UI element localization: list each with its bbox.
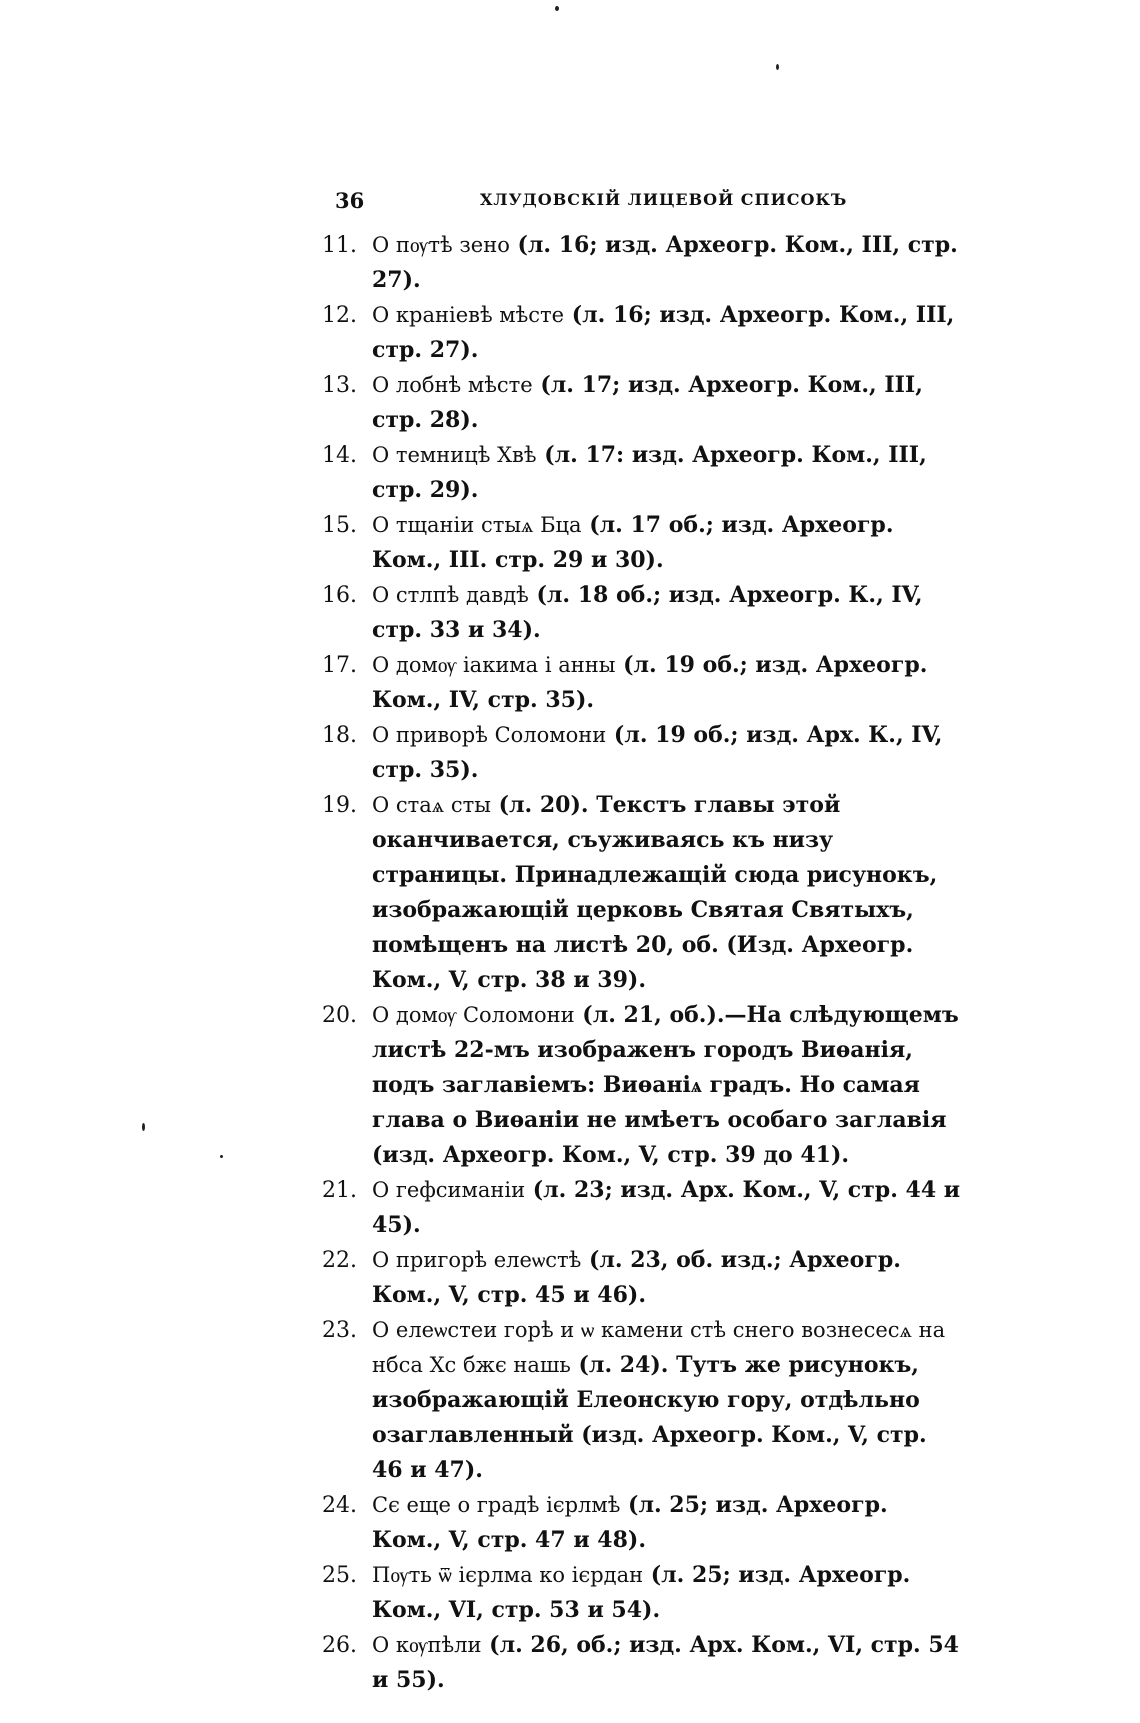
entry-number: 20. bbox=[322, 1003, 357, 1028]
list-item bbox=[322, 788, 962, 998]
entry-number: 19. bbox=[322, 793, 357, 818]
list-item bbox=[322, 998, 962, 1173]
entry-reference: (л. 23, об. изд.; Археогр. Ком., V, стр. 45 и 46). bbox=[372, 1247, 901, 1308]
entry-reference: (л. 17: изд. Археогр. Ком., III, стр. 29). bbox=[372, 442, 927, 503]
chapter-list bbox=[322, 228, 962, 1698]
entry-title: О темницѣ Хвѣ bbox=[372, 443, 537, 467]
list-item bbox=[322, 368, 962, 438]
page-header bbox=[335, 188, 955, 218]
entry-number: 16. bbox=[322, 583, 357, 608]
list-item bbox=[322, 298, 962, 368]
entry-number: 15. bbox=[322, 513, 357, 538]
entry-reference: (л. 25; изд. Археогр. Ком., V, стр. 47 и 48). bbox=[372, 1492, 888, 1553]
list-item bbox=[322, 228, 962, 298]
list-item bbox=[322, 1243, 962, 1313]
entry-title: О стаѧ сты bbox=[372, 793, 491, 817]
entry-number: 23. bbox=[322, 1318, 357, 1343]
list-item bbox=[322, 1628, 962, 1698]
ink-speck bbox=[776, 64, 779, 70]
entry-number: 12. bbox=[322, 303, 357, 328]
entry-number: 11. bbox=[322, 233, 357, 258]
ink-speck bbox=[142, 1123, 145, 1131]
entry-title: О елеѡстеи горѣ и ѡ камени стѣ снего вознесесѧ на нбса Хс бжє нашь bbox=[372, 1318, 946, 1377]
entry-title: Пѹть ѿ ієрлма ко ієрдан bbox=[372, 1563, 644, 1587]
entry-title: О краніевѣ мѣсте bbox=[372, 303, 565, 327]
entry-reference: (л. 17; изд. Археогр. Ком., III, стр. 28). bbox=[372, 372, 923, 433]
entry-title: О кѹпѣли bbox=[372, 1633, 482, 1657]
list-item bbox=[322, 648, 962, 718]
entry-number: 22. bbox=[322, 1248, 357, 1273]
entry-reference: (л. 16; изд. Археогр. Ком., III, стр. 27). bbox=[372, 302, 955, 363]
entry-reference: (л. 21, об.).—На слѣдующемъ листѣ 22-мъ изображенъ городъ Виѳанія, подъ заглавіемъ: Виѳаніѧ градъ. Но самая глава о Виѳаніи не имѣетъ особаго заглавія (изд. Археогр. Ком., V, стр. 39 до 41). bbox=[372, 1002, 959, 1168]
list-item bbox=[322, 1488, 962, 1558]
entry-reference: (л. 19 об.; изд. Археогр. Ком., IV, стр. 35). bbox=[372, 652, 928, 713]
ink-speck bbox=[220, 1155, 223, 1158]
entry-number: 17. bbox=[322, 653, 357, 678]
entry-title: О гефсиманіи bbox=[372, 1178, 526, 1202]
list-item bbox=[322, 578, 962, 648]
entry-reference: (л. 20). Текстъ главы этой оканчивается, съуживаясь къ низу страницы. Принадлежащій сюда рисунокъ, изображающій церковь Святая Святыхъ, помѣщенъ на листѣ 20, об. (Изд. Археогр. Ком., V, стр. 38 и 39). bbox=[372, 792, 938, 993]
entry-title: О пригорѣ елеѡстѣ bbox=[372, 1248, 582, 1272]
entry-number: 14. bbox=[322, 443, 357, 468]
ink-speck bbox=[555, 6, 559, 11]
entry-number: 24. bbox=[322, 1493, 357, 1518]
entry-title: О приворѣ Соломони bbox=[372, 723, 607, 747]
list-item bbox=[322, 1313, 962, 1488]
entry-title: О лобнѣ мѣсте bbox=[372, 373, 533, 397]
entry-number: 26. bbox=[322, 1633, 357, 1658]
entry-title: О стлпѣ давдѣ bbox=[372, 583, 529, 607]
entry-reference: (л. 18 об.; изд. Археогр. К., IV, стр. 33 и 34). bbox=[372, 582, 923, 643]
list-item bbox=[322, 438, 962, 508]
entry-number: 25. bbox=[322, 1563, 357, 1588]
entry-number: 18. bbox=[322, 723, 357, 748]
list-item bbox=[322, 1558, 962, 1628]
entry-title: О домѹ Соломони bbox=[372, 1003, 575, 1027]
entry-title: О пѹтѣ зено bbox=[372, 233, 510, 257]
entry-title: Сє еще о градѣ ієрлмѣ bbox=[372, 1493, 621, 1517]
entry-reference: (л. 19 об.; изд. Арх. К., IV, стр. 35). bbox=[372, 722, 943, 783]
entry-title: О тщаніи стыѧ Бца bbox=[372, 513, 582, 537]
entry-reference: (л. 17 об.; изд. Археогр. Ком., III. стр. 29 и 30). bbox=[372, 512, 894, 573]
list-item bbox=[322, 508, 962, 578]
entry-reference: (л. 25; изд. Археогр. Ком., VI, стр. 53 и 54). bbox=[372, 1562, 911, 1623]
page-number: 36 bbox=[335, 188, 365, 213]
entry-number: 21. bbox=[322, 1178, 357, 1203]
entry-reference: (л. 23; изд. Арх. Ком., V, стр. 44 и 45). bbox=[372, 1177, 961, 1238]
list-item bbox=[322, 1173, 962, 1243]
entry-number: 13. bbox=[322, 373, 357, 398]
entry-title: О домѹ іакима і анны bbox=[372, 653, 616, 677]
entry-reference: (л. 24). Тутъ же рисунокъ, изображающій Елеонскую гору, отдѣльно озаглавленный (изд. Археогр. Ком., V, стр. 46 и 47). bbox=[372, 1352, 927, 1483]
entry-reference: (л. 16; изд. Археогр. Ком., III, стр. 27). bbox=[372, 232, 958, 293]
list-item bbox=[322, 718, 962, 788]
running-title: ХЛУДОВСКІЙ ЛИЦЕВОЙ СПИСОКЪ bbox=[480, 190, 848, 209]
entry-reference: (л. 26, об.; изд. Арх. Ком., VI, стр. 54 и 55). bbox=[372, 1632, 959, 1693]
